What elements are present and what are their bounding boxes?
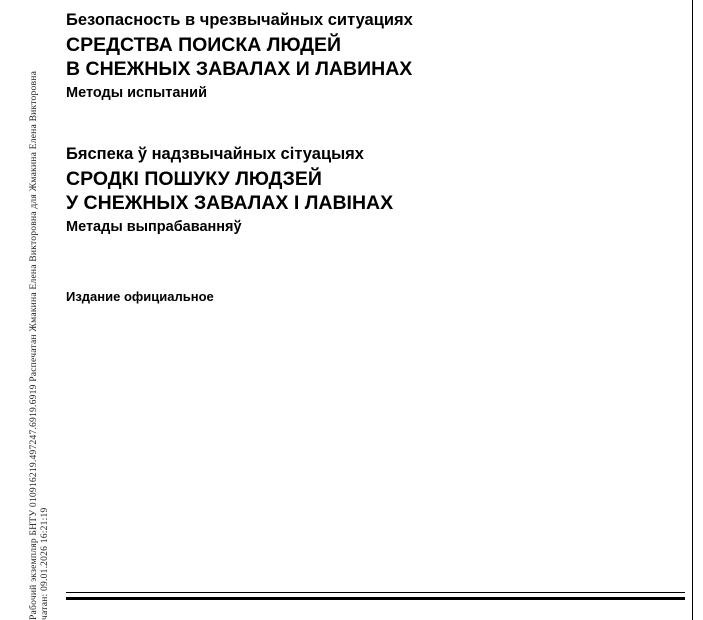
document-title-by-line2: У СНЕЖНЫХ ЗАВАЛАХ І ЛАВІНАХ [66, 192, 394, 214]
document-title-ru-line2: В СНЕЖНЫХ ЗАВАЛАХ И ЛАВИНАХ [66, 58, 413, 80]
watermark-line-2: чатан: 09.01.2026 16:21:19 [39, 507, 50, 620]
watermark-line-1: Рабочий экземпляр БНТУ 010916219.497247.6919.6919 Распечатан Жмакина Елена Викторовна для Жмакина Елена Викторовна [28, 70, 39, 620]
belarusian-title-block [66, 145, 393, 236]
document-title-ru-line1: СРЕДСТВА ПОИСКА ЛЮДЕЙ [66, 34, 342, 56]
document-title-ru [66, 33, 413, 81]
footer-rule-thick [66, 597, 685, 600]
document-title-by-line1: СРОДКІ ПОШУКУ ЛЮДЗЕЙ [66, 168, 322, 190]
footer-rule-thin [66, 592, 685, 593]
russian-title-block [66, 11, 413, 102]
official-edition-label: Издание официальное [66, 289, 214, 304]
document-subtitle-ru: Методы испытаний [66, 85, 208, 101]
series-title-ru: Безопасность в чрезвычайных ситуациях [66, 11, 413, 29]
document-subtitle-by: Метады выпрабаванняў [66, 219, 242, 235]
series-title-by: Бяспека ў надзвычайных сітуацыях [66, 145, 364, 163]
print-watermark [26, 70, 66, 620]
document-title-by [66, 167, 393, 215]
